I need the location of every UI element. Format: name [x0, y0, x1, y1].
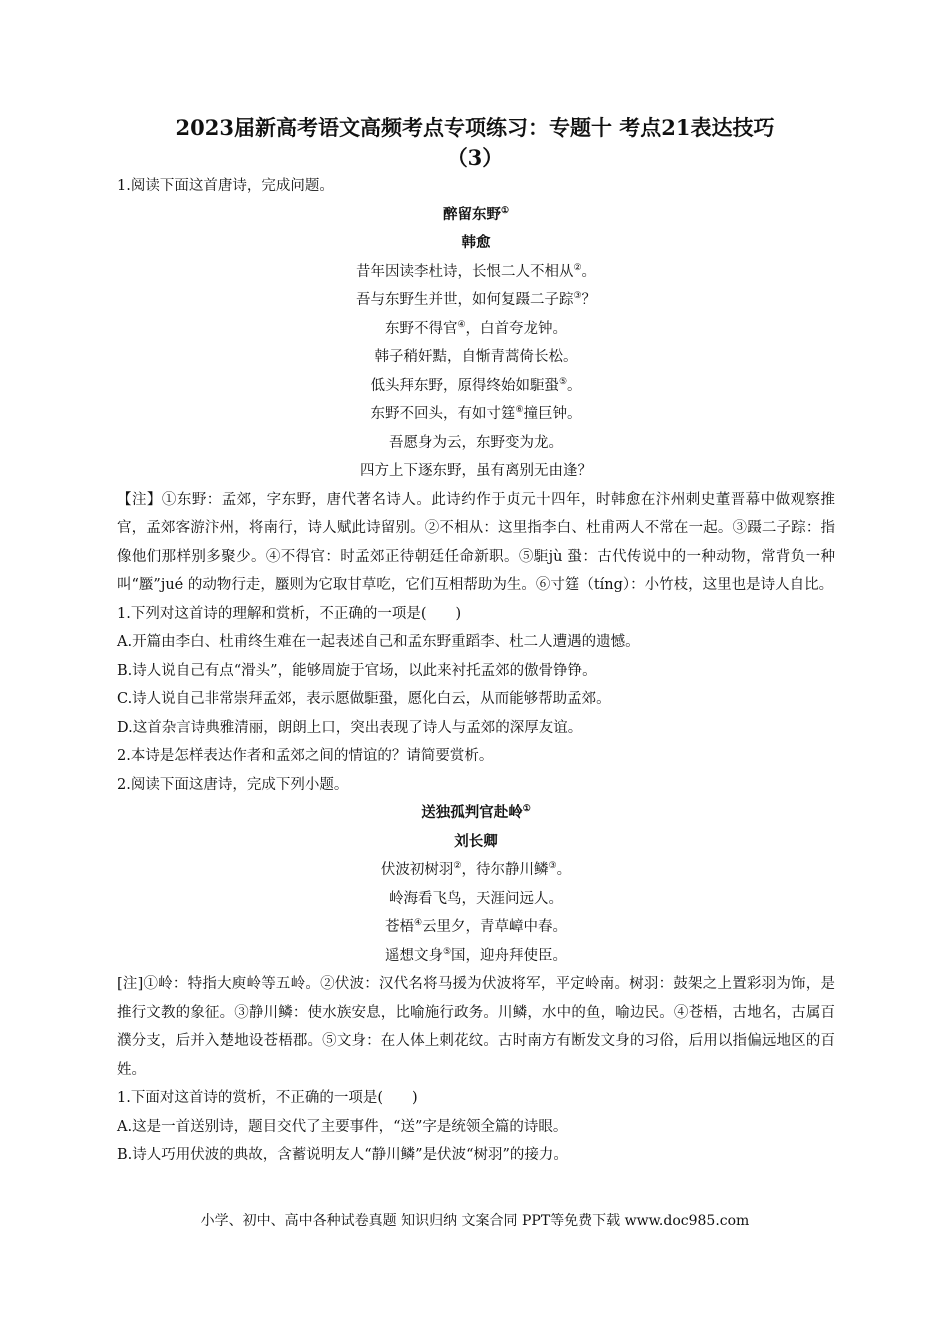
q1-poem-line: 低头拜东野，原得终始如駏蛩⑤。 [370, 376, 582, 394]
q1-poem-line: 昔年因读李杜诗，长恨二人不相从②。 [355, 262, 597, 280]
document-body [117, 172, 835, 1170]
title-line-1: 2023届新高考语文高频考点专项练习：专题十 考点21表达技巧 [175, 115, 775, 140]
q2-subquestion-1: 1.下面对这首诗的赏析，不正确的一项是( ) [117, 1090, 418, 1106]
q2-poem-title: 送独孤判官赴岭① [421, 804, 531, 821]
q1-subquestion-2: 2.本诗是怎样表达作者和孟郊之间的情谊的？请简要赏析。 [117, 748, 494, 764]
q1-poem-author: 韩愈 [461, 234, 491, 251]
q2-poem-line: 遥想文身⑤国，迎舟拜使臣。 [384, 946, 568, 964]
q2-poem-line: 伏波初树羽②，待尔静川鳞③。 [380, 861, 572, 878]
q1-annotation: 【注】①东野：孟郊，字东野，唐代著名诗人。此诗约作于贞元十四年，时韩愈在汴州刺史董晋幕中做观察推官，孟郊客游汴州，将南行，诗人赋此诗留别。②不相从：这里指李白、杜甫两人不常在一起。③蹑二子踪：指像他们那样别多聚少。④不得官：时孟郊正待朝廷任命新职。⑤駏jù 蛩：古代传说中的一种动物，常背负一种叫“蟨”jué 的动物行走，蟨则为它取甘草吃，它们互相帮助为生。⑥寸筳（tíng）：小竹枝，这里也是诗人自比。 [117, 491, 835, 593]
q1-poem-line: 东野不回头，有如寸筳⑥撞巨钟。 [370, 405, 582, 422]
q2-poem-line: 苍梧④云里夕，青草嶂中春。 [384, 918, 568, 935]
q1-poem-line: 吾愿身为云，东野变为龙。 [389, 434, 563, 451]
q2-option-b: B.诗人巧用伏波的典故，含蓄说明友人“静川鳞”是伏波“树羽”的接力。 [117, 1147, 568, 1163]
q2-poem-line: 岭海看飞鸟，天涯问远人。 [389, 890, 563, 907]
q2-poem-author: 刘长卿 [454, 832, 498, 850]
q1-option-b: B.诗人说自己有点“滑头”，能够周旋于官场，以此来衬托孟郊的傲骨铮铮。 [117, 662, 597, 679]
q1-poem-line: 吾与东野生并世，如何复蹑二子踪③？ [355, 291, 597, 308]
q1-poem-line: 四方上下逐东野，虽有离别无由逢？ [360, 463, 592, 479]
document-title [60, 113, 890, 173]
q1-intro: 1.阅读下面这首唐诗，完成问题。 [117, 178, 334, 194]
q1-subquestion-1: 1.下列对这首诗的理解和赏析，不正确的一项是( ) [117, 605, 462, 622]
q1-poem-line: 韩子稍奸黠，自惭青蒿倚长松。 [374, 349, 578, 365]
q2-annotation: [注]①岭：特指大庾岭等五岭。②伏波：汉代名将马援为伏波将军，平定岭南。树羽：鼓架之上置彩羽为饰，是推行文教的象征。③静川鳞：使水族安息，比喻施行政务。川鳞，水中的鱼，喻边民。④苍梧，古地名，古属百濮分支，后并入楚地设苍梧郡。⑤文身：在人体上刺花纹。古时南方有断发文身的习俗，后用以指偏远地区的百姓。 [117, 976, 835, 1078]
q1-option-d: D.这首杂言诗典雅清丽，朗朗上口，突出表现了诗人与孟郊的深厚友谊。 [117, 719, 583, 736]
q2-option-a: A.这是一首送别诗，题目交代了主要事件，“送”字是统领全篇的诗眼。 [117, 1118, 568, 1135]
q1-option-c: C.诗人说自己非常崇拜孟郊，表示愿做駏蛩，愿化白云，从而能够帮助孟郊。 [117, 691, 611, 707]
q1-poem-line: 东野不得官④，白首夸龙钟。 [384, 319, 568, 337]
title-line-2: （3） [446, 145, 504, 170]
page-footer[interactable]: 小学、初中、高中各种试卷真题 知识归纳 文案合同 PPT等免费下载 www.doc985.com [200, 1213, 750, 1229]
q2-intro: 2.阅读下面这唐诗，完成下列小题。 [117, 776, 349, 793]
q1-poem-title: 醉留东野① [442, 205, 510, 223]
q1-option-a: A.开篇由李白、杜甫终生难在一起表述自己和孟东野重蹈李、杜二人遭遇的遗憾。 [117, 634, 640, 650]
